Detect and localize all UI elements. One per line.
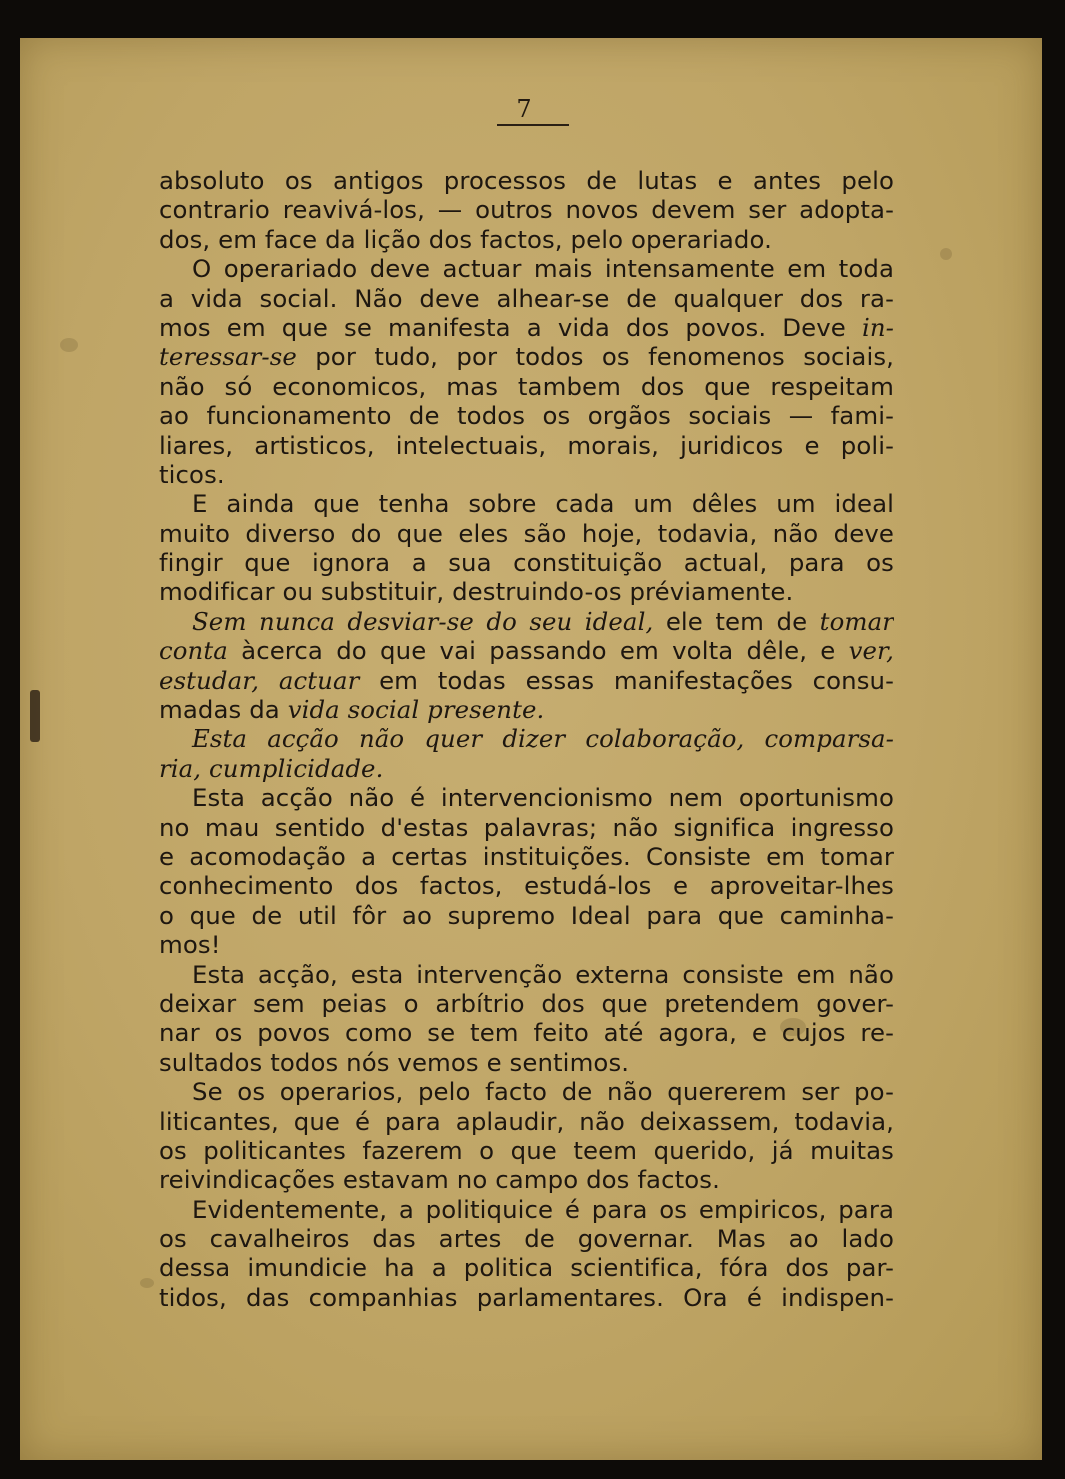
text-line: nar os povos como se tem feito até agora, e cujos re-	[159, 1018, 894, 1048]
text-line: liares, artisticos, intelectuais, morais, juridicos e poli-	[159, 430, 894, 460]
body-text	[159, 166, 894, 1312]
text-line: o que de util fôr ao supremo Ideal para que caminha-	[159, 900, 894, 930]
text-line: teressar-se por tudo, por todos os fenomenos sociais,	[159, 342, 894, 372]
text-line: Evidentemente, a politiquice é para os empiricos, para	[192, 1194, 894, 1224]
text-line: Se os operarios, pelo facto de não quererem ser po-	[192, 1077, 894, 1107]
text-line: no mau sentido d'estas palavras; não significa ingresso	[159, 812, 894, 842]
text-line: e acomodação a certas instituições. Consiste em tomar	[159, 841, 894, 871]
text-line: conhecimento dos factos, estudá-los e aproveitar-lhes	[159, 871, 894, 901]
text-line: mos!	[159, 930, 221, 960]
page-number-rule	[497, 124, 569, 126]
text-line: a vida social. Não deve alhear-se de qualquer dos ra-	[159, 283, 894, 313]
text-line: Esta acção não quer dizer colaboração, comparsa-	[192, 724, 894, 754]
text-line: não só economicos, mas tambem dos que respeitam	[159, 371, 894, 401]
paper-stain	[940, 248, 952, 260]
text-line: muito diverso do que eles são hoje, todavia, não deve	[159, 518, 894, 548]
text-line: Esta acção não é intervencionismo nem oportunismo	[192, 783, 894, 813]
text-line: mos em que se manifesta a vida dos povos. Deve in-	[159, 312, 894, 342]
text-line: modificar ou substituir, destruindo-os préviamente.	[159, 577, 794, 607]
page-number: 7	[516, 95, 532, 123]
text-line: contrario reavivá-los, — outros novos devem ser adopta-	[159, 195, 894, 225]
text-line: ticos.	[159, 459, 225, 489]
paper-stain	[140, 1278, 154, 1288]
text-line: absoluto os antigos processos de lutas e antes pelo	[159, 166, 894, 195]
text-line: conta àcerca do que vai passando em volta dêle, e ver,	[159, 636, 894, 666]
paper-stain	[60, 338, 78, 352]
text-line: reivindicações estavam no campo dos factos.	[159, 1165, 720, 1195]
text-line: estudar, actuar em todas essas manifestações consu-	[159, 665, 894, 695]
text-line: Esta acção, esta intervenção externa consiste em não	[192, 959, 894, 989]
text-line: deixar sem peias o arbítrio dos que pretendem gover-	[159, 988, 894, 1018]
text-line: os politicantes fazerem o que teem querido, já muitas	[159, 1135, 894, 1165]
text-line: E ainda que tenha sobre cada um dêles um ideal	[192, 489, 894, 519]
text-line: dessa imundicie ha a politica scientifica, fóra dos par-	[159, 1253, 894, 1283]
text-line: O operariado deve actuar mais intensamente em toda	[192, 254, 894, 284]
text-line: ria, cumplicidade.	[159, 753, 384, 783]
text-line: liticantes, que é para aplaudir, não deixassem, todavia,	[159, 1106, 894, 1136]
text-line: Sem nunca desviar-se do seu ideal, ele tem de tomar	[192, 606, 894, 636]
text-line: os cavalheiros das artes de governar. Mas ao lado	[159, 1224, 894, 1254]
text-line: madas da vida social presente.	[159, 695, 545, 725]
text-line: tidos, das companhias parlamentares. Ora é indispen-	[159, 1282, 894, 1312]
text-line: dos, em face da lição dos factos, pelo operariado.	[159, 224, 772, 254]
text-line: sultados todos nós vemos e sentimos.	[159, 1047, 630, 1077]
margin-ink-mark	[30, 690, 40, 742]
text-line: fingir que ignora a sua constituição actual, para os	[159, 548, 894, 578]
text-line: ao funcionamento de todos os orgãos sociais — fami-	[159, 401, 894, 431]
